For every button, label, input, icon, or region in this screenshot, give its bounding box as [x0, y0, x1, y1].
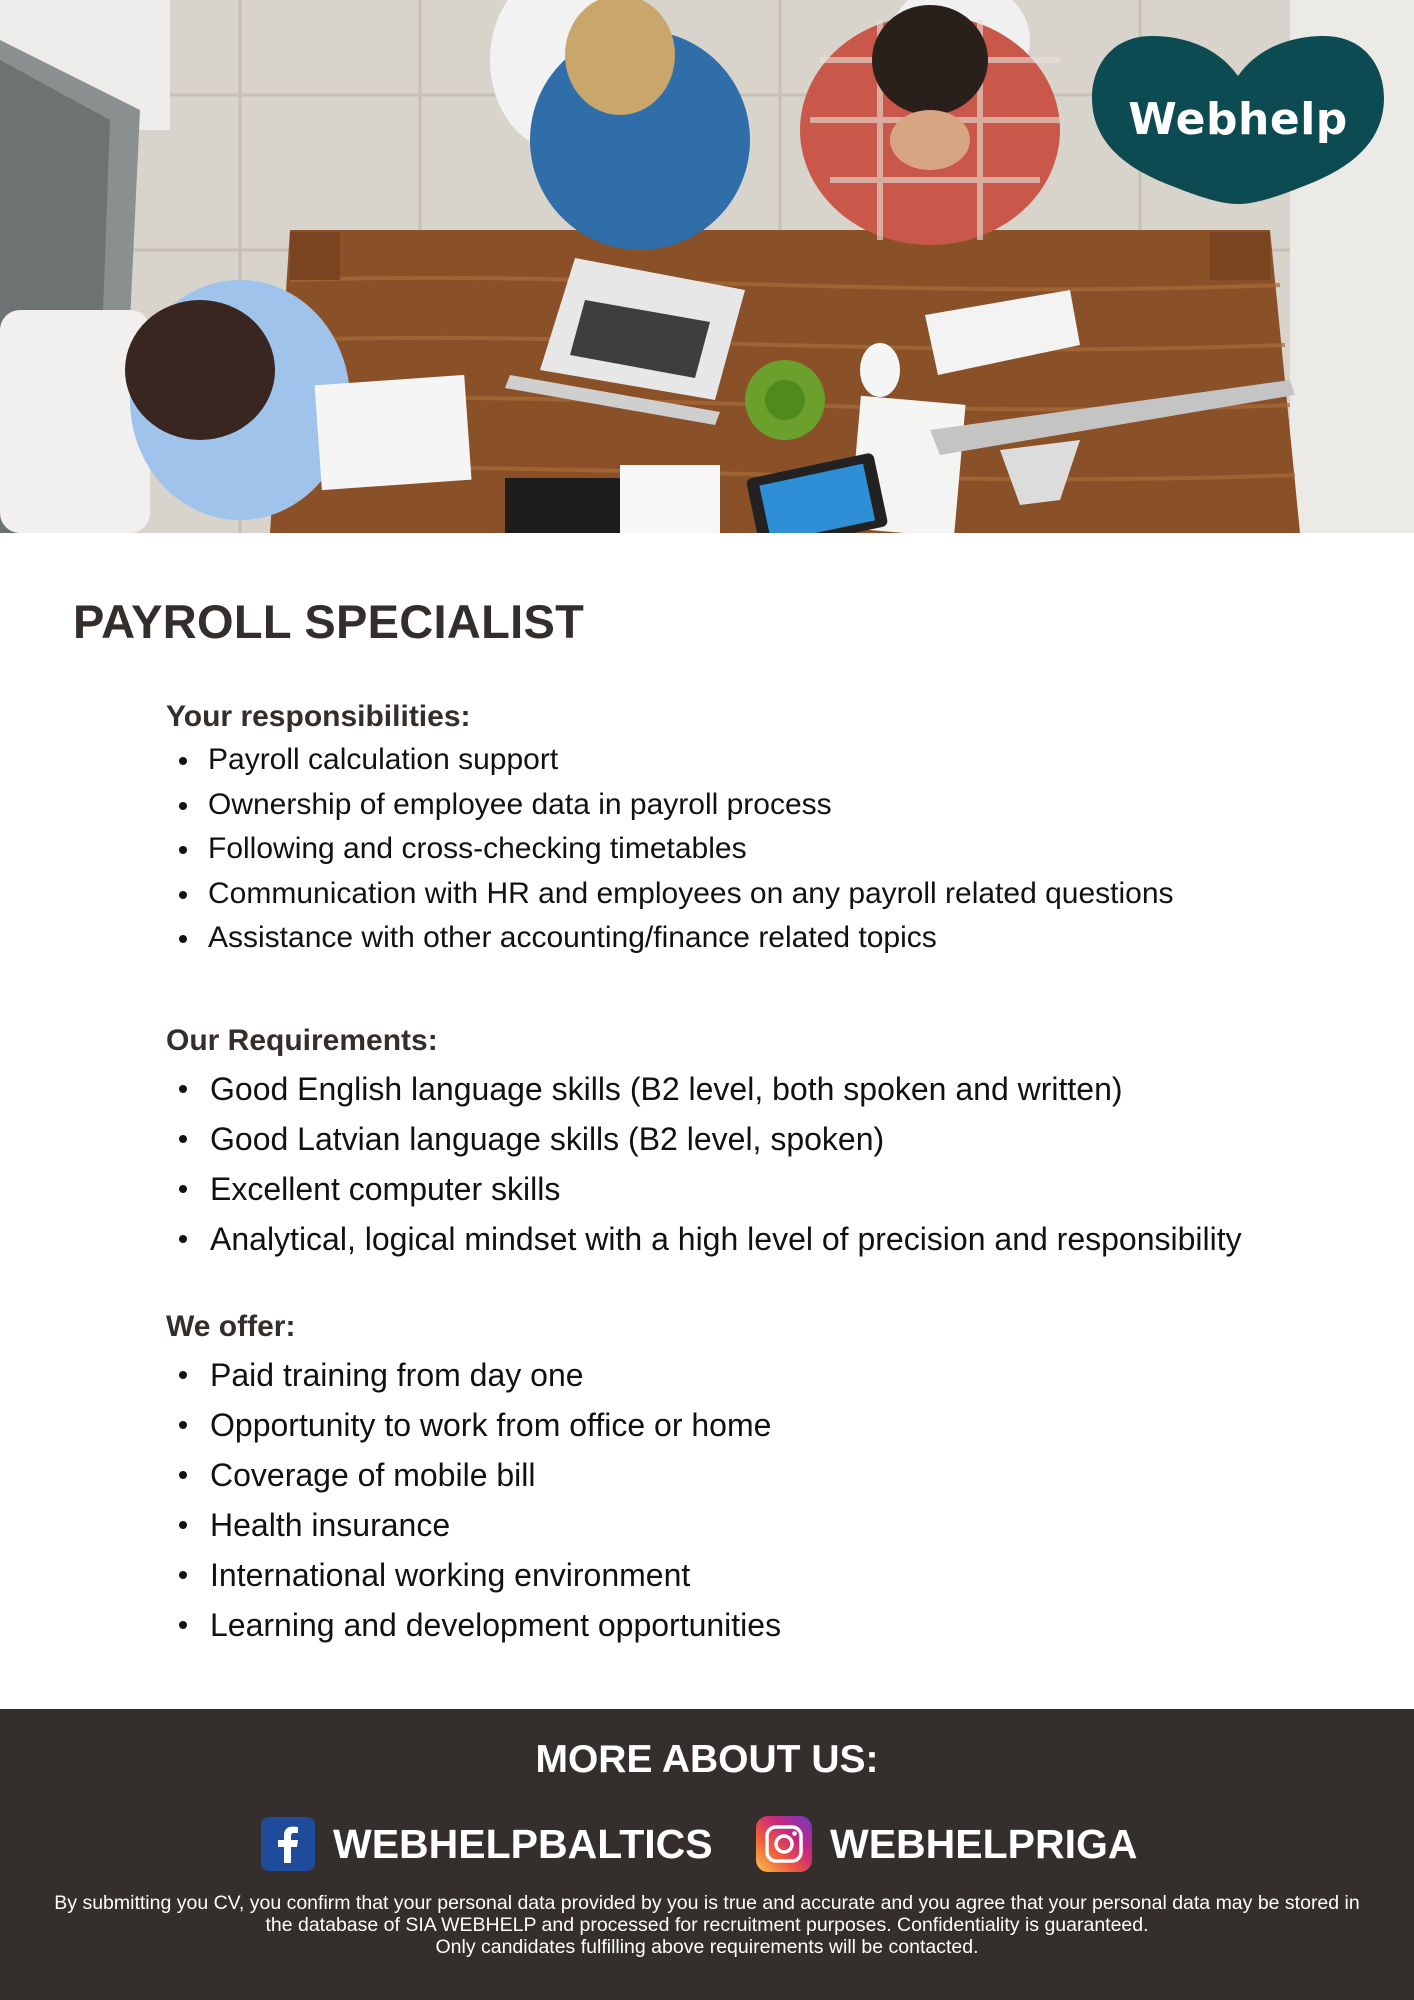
responsibilities-section: [166, 700, 1174, 961]
list-item: Good Latvian language skills (B2 level, spoken): [166, 1114, 1242, 1164]
requirements-section: [166, 1024, 1242, 1264]
requirements-list: [166, 1064, 1242, 1264]
list-item: International working environment: [166, 1550, 781, 1600]
list-item: Following and cross-checking timetables: [166, 827, 1174, 872]
hero-photo: [0, 0, 1414, 533]
disclaimer: [14, 1892, 1400, 1958]
instagram-link[interactable]: [756, 1816, 1138, 1872]
list-item: Opportunity to work from office or home: [166, 1400, 781, 1450]
job-title: PAYROLL SPECIALIST: [73, 595, 585, 648]
list-item: Coverage of mobile bill: [166, 1450, 781, 1500]
list-item: Learning and development opportunities: [166, 1600, 781, 1650]
requirements-heading: Our Requirements:: [166, 1024, 438, 1057]
facebook-link[interactable]: [261, 1816, 713, 1872]
responsibilities-list: [166, 738, 1174, 961]
list-item: Paid training from day one: [166, 1350, 781, 1400]
facebook-handle: WEBHELPBALTICS: [333, 1820, 713, 1867]
instagram-handle: WEBHELPRIGA: [830, 1820, 1138, 1867]
facebook-icon: [261, 1817, 315, 1871]
list-item: Good English language skills (B2 level, both spoken and written): [166, 1064, 1242, 1114]
offer-list: [166, 1350, 781, 1650]
offer-section: [166, 1310, 781, 1650]
disclaimer-line: By submitting you CV, you confirm that your personal data provided by you is true and accurate and you agree that your personal data may be stored in: [54, 1892, 1360, 1914]
list-item: Communication with HR and employees on any payroll related questions: [166, 872, 1174, 917]
list-item: Ownership of employee data in payroll process: [166, 783, 1174, 828]
disclaimer-line: Only candidates fulfilling above requirements will be contacted.: [435, 1936, 979, 1958]
instagram-icon: [756, 1816, 812, 1872]
disclaimer-line: the database of SIA WEBHELP and processed for recruitment purposes. Confidentiality is guaranteed.: [265, 1914, 1149, 1936]
webhelp-logo: [1092, 36, 1384, 204]
responsibilities-heading: Your responsibilities:: [166, 700, 471, 733]
footer: [0, 1709, 1414, 2000]
list-item: Payroll calculation support: [166, 738, 1174, 783]
more-about-us-heading: MORE ABOUT US:: [535, 1738, 879, 1781]
offer-heading: We offer:: [166, 1310, 296, 1343]
list-item: Health insurance: [166, 1500, 781, 1550]
list-item: Assistance with other accounting/finance related topics: [166, 916, 1174, 961]
list-item: Excellent computer skills: [166, 1164, 1242, 1214]
logo-text: Webhelp: [1128, 94, 1348, 145]
list-item: Analytical, logical mindset with a high level of precision and responsibility: [166, 1214, 1242, 1264]
